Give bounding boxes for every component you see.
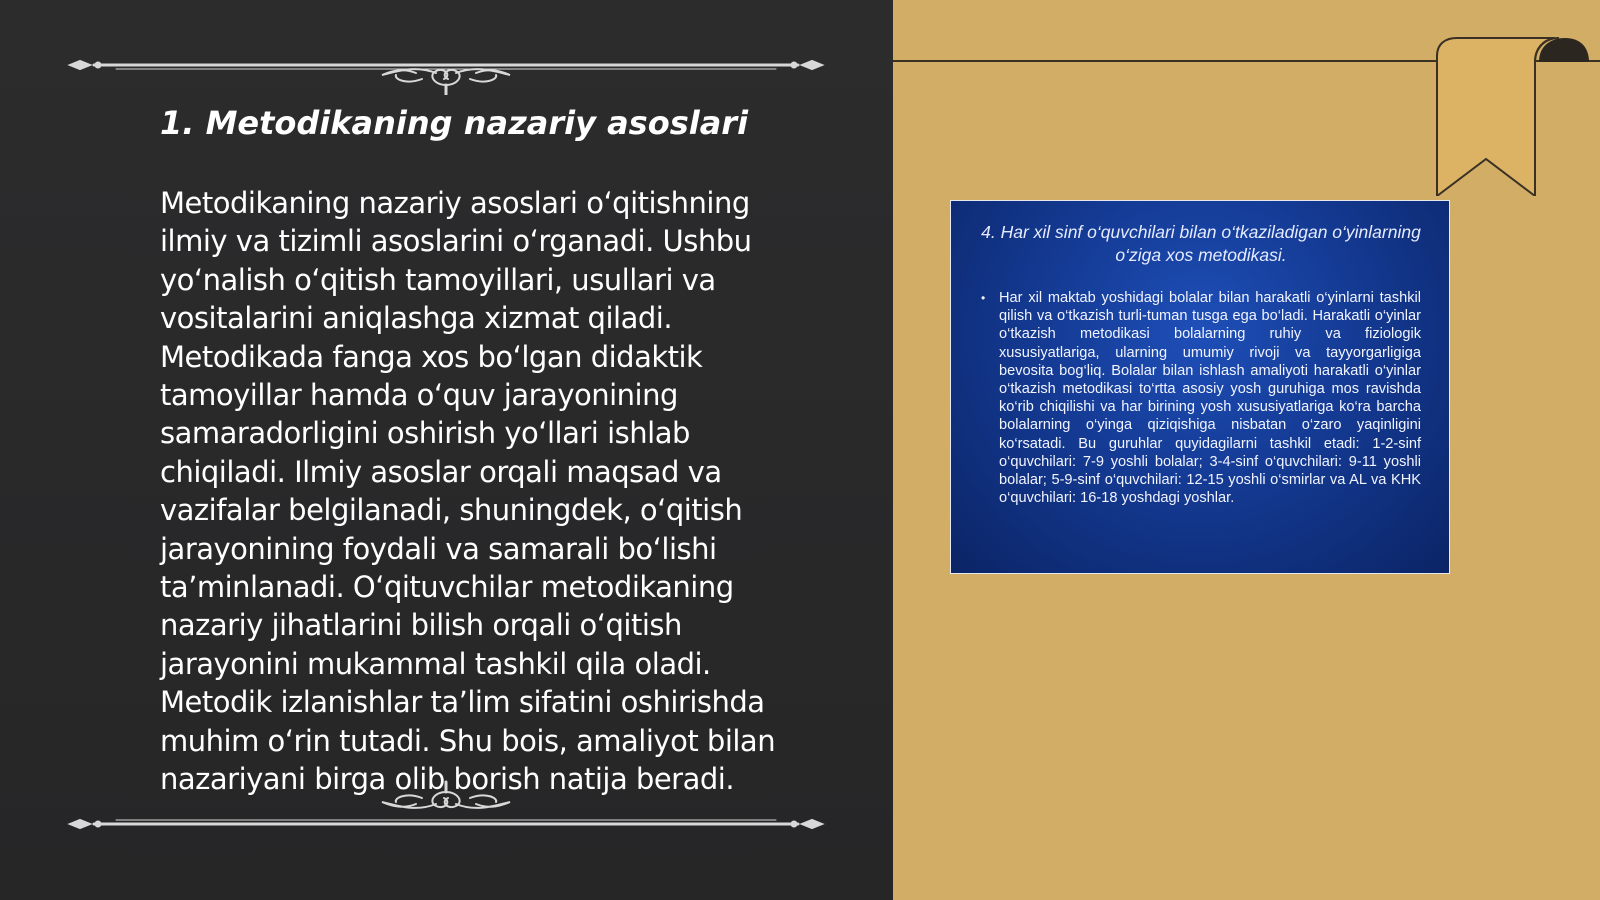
card-bullet-list (981, 289, 1421, 507)
slide-heading: 1. Metodikaning nazariy asoslari (160, 104, 749, 142)
list-item (981, 289, 1421, 507)
bullet-icon: • (981, 291, 986, 305)
content-card (950, 200, 1450, 574)
card-title: 4. Har xil sinf o‘quvchilari bilan o‘tkaziladigan o‘yinlarning o‘ziga xos metodikasi. (981, 222, 1421, 265)
body-paragraph: Metodikaning nazariy asoslari o‘qitishning ilmiy va tizimli asoslarini o‘rganadi. Ushbu yo‘nalish o‘qitish tamoyillari, usullari va vositalarini aniqlashga xizmat qiladi. Metodikada fanga xos bo‘lgan didaktik tamoyillar hamda o‘quv jarayonining samaradorligini oshirish yo‘llari ishlab chiqiladi. Ilmiy asoslar orqali maqsad va vazifalar belgilanadi, shuningdek, o‘qitish jarayonining foydali va samarali bo‘lishi ta’minlanadi. O‘qituvchilar metodikaning nazariy jihatlarini bilish orqali o‘qitish jarayonini mukammal tashkil qila oladi. Metodik izlanishlar ta’lim sifatini oshirishda muhim o‘rin tutadi. Shu bois, amaliyot bilan nazariyani birga olib borish natija beradi. (160, 186, 776, 797)
flourish-divider-top-icon (66, 45, 826, 95)
bookmark-ribbon-icon (1435, 36, 1600, 196)
card-bullet-text: Har xil maktab yoshidagi bolalar bilan harakatli o‘yinlarni tashkil qilish va o‘tkazish turli-tuman tusga ega bo‘ladi. Harakatli o‘yinlar o‘tkazish metodikasi bolalarning ruhiy va fiziologik xususiyatlariga, ularning umumiy rivoji va tayyorgarligiga bevosita bog‘liq. Bolalar bilan ishlash amaliyoti harakatli o‘yinlar o‘tkazish metodikasi to‘rtta asosiy yosh guruhiga mos ravishda ko‘rib chiqilishi va har birining yosh xususiyatlariga ko‘ra barcha bolalarning o‘yinga qiziqishiga nisbatan o‘zaro yaqinligini ko‘rsatadi. Bu guruhlar quyidagilarni tashkil etadi: 1-2-sinf o‘quvchilari: 7-9 yoshli bolalar; 3-4-sinf o‘quvchilari: 9-11 yoshli bolalar; 5-9-sinf o‘quvchilari: 12-15 yoshli o‘smirlar va AL va KHK o‘quvchilari: 16-18 yoshdagi yoshlar. (999, 290, 1421, 507)
flourish-divider-bottom-icon (66, 780, 826, 830)
